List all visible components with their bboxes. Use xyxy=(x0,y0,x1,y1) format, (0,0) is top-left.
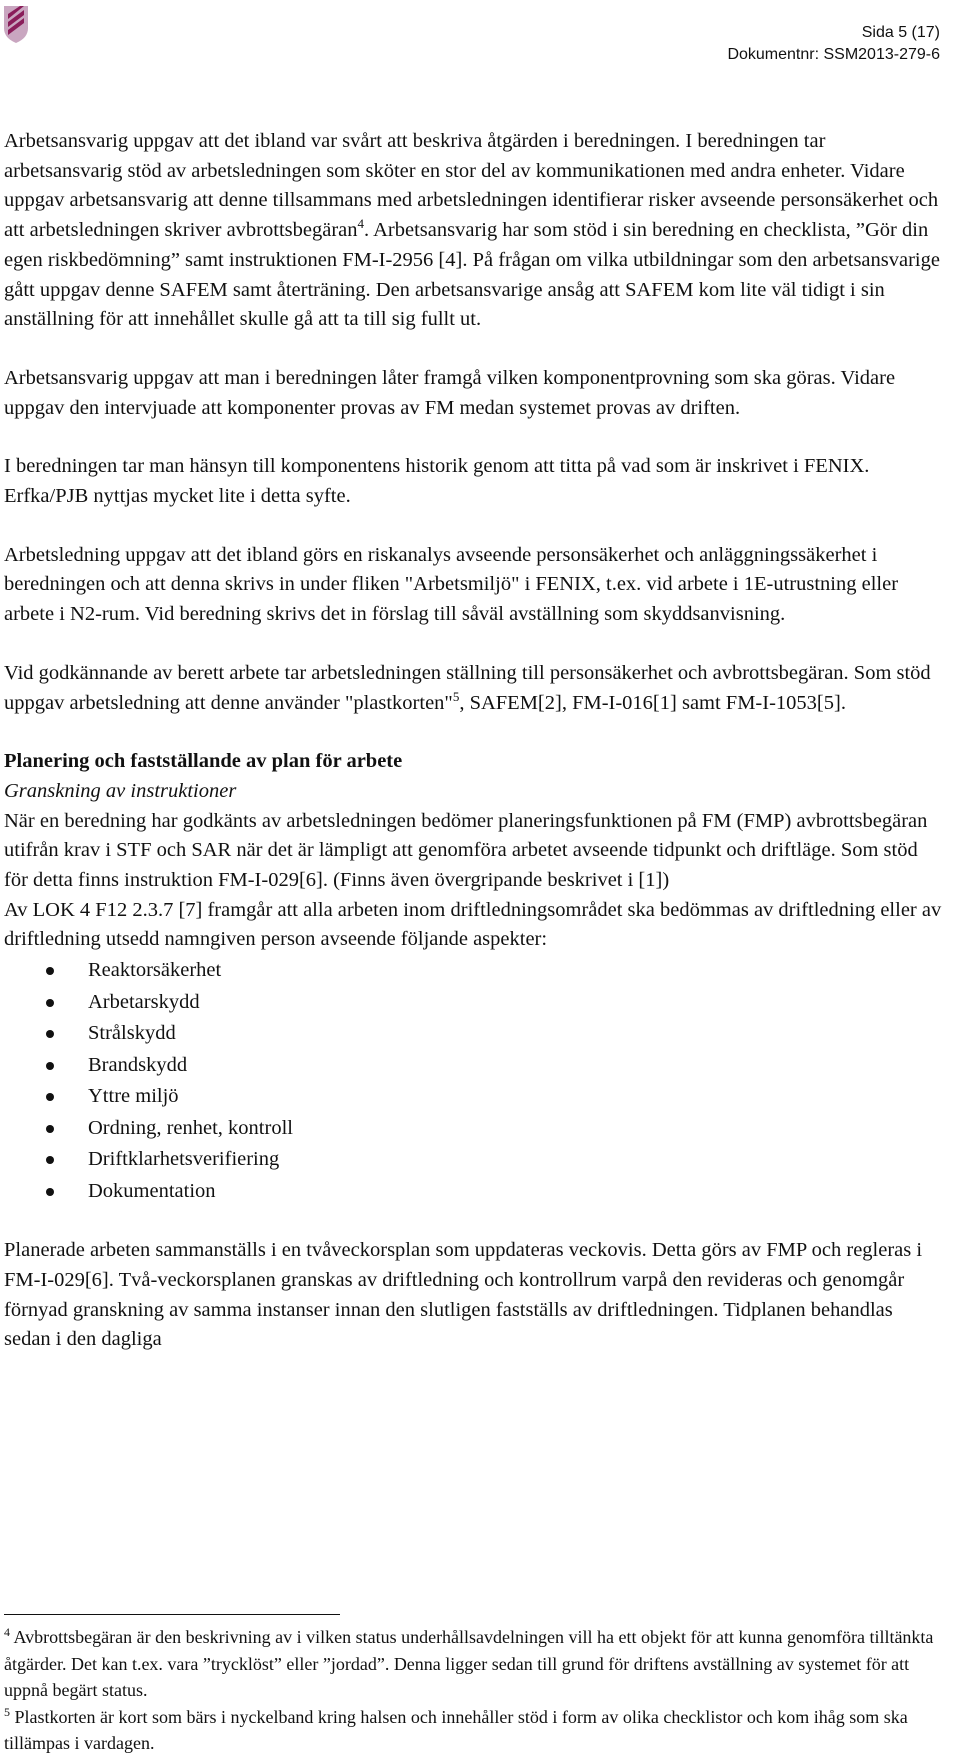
paragraph-6: När en beredning har godkänts av arbetsledningen bedömer planeringsfunktionen på FM (FMP) avbrottsbegäran utifrån krav i STF och SAR när det är lämpligt att genomföra arbetet avseende tidpunkt och driftläge. Som stöd för detta finns instruktion FM-I-029[6]. (Finns även övergripande beskrivet i [1]) xyxy=(4,809,928,892)
bullet-icon xyxy=(46,1062,54,1070)
bullet-icon xyxy=(46,1188,54,1196)
list-item xyxy=(4,1113,944,1145)
section-subheading: Granskning av instruktioner xyxy=(4,779,237,802)
footnote-text: Avbrottsbegäran är den beskrivning av i vilken status underhållsavdelningen vill ha ett objekt för att kunna genomföra tilltänkta åtgärder. Det kan t.ex. vara ”trycklöst” eller ”jordad”. Denna ligger sedan till grund för driftens avställning av systemet för att uppnå begärt status. xyxy=(4,1627,934,1700)
paragraph-5-part-a: Vid godkännande av berett arbete tar arbetsledningen ställning till personsäkerhet och avbrottsbegäran. Som stöd uppgav arbetsledning att denne använder "plastkorten" xyxy=(4,661,931,714)
footnote-ref-5[interactable]: 5 xyxy=(452,688,460,704)
footnote-4 xyxy=(4,1624,944,1704)
list-item-label: Dokumentation xyxy=(88,1179,216,1202)
paragraph-1-part-a: Arbetsansvarig uppgav att det ibland var svårt att beskriva åtgärden i beredningen. I beredningen tar arbetsansvarig stöd av arbetsledningen som sköter en stor del av kommunikationen med andra enheter. Vidare uppgav arbetsansvarig att denne tillsammans med arbetsledningen identifierar risker avseende personsäkerhet och att arbetsledningen skriver avbrottsbegäran xyxy=(4,130,939,242)
list-item-label: Ordning, renhet, kontroll xyxy=(88,1116,293,1139)
document-number: Dokumentnr: SSM2013-279-6 xyxy=(727,46,940,63)
footnote-text: Plastkorten är kort som bärs i nyckelband kring halsen och innehåller stöd i form av olika checklistor och kom ihåg som ska tillämpas i vardagen. xyxy=(4,1706,908,1753)
paragraph-5-part-b: , SAFEM[2], FM-I-016[1] samt FM-I-1053[5]. xyxy=(459,691,846,714)
bullet-icon xyxy=(46,1093,54,1101)
footnote-number: 4 xyxy=(4,1625,10,1639)
list-item xyxy=(4,987,944,1019)
page-body xyxy=(4,127,944,1355)
bullet-icon xyxy=(46,1156,54,1164)
paragraph-1 xyxy=(4,127,944,335)
page-number: Sida 5 (17) xyxy=(861,24,940,41)
paragraph-7: Av LOK 4 F12 2.3.7 [7] framgår att alla arbeten inom driftledningsområdet ska bedömmas av driftledning eller av driftledning utsedd namngiven person avseende följande aspekter: xyxy=(4,898,942,951)
list-item xyxy=(4,1081,944,1113)
list-item-label: Strålskydd xyxy=(88,1022,176,1045)
paragraph-8: Planerade arbeten sammanställs i en tvåveckorsplan som uppdateras veckovis. Detta görs av FMP och regleras i FM-I-029[6]. Två-veckorsplanen granskas av driftledning och kontrollrum varpå den revideras och genomgår förnyad granskning av samma instanser innan den slutligen fastställs av driftledningen. Tidplanen behandlas sedan i den dagliga xyxy=(4,1239,923,1351)
list-item xyxy=(4,1050,944,1082)
page-header xyxy=(727,22,940,66)
list-item-label: Arbetarskydd xyxy=(88,990,200,1013)
paragraph-3: I beredningen tar man hänsyn till komponentens historik genom att titta på vad som är inskrivet i FENIX. Erfka/PJB nyttjas mycket lite i detta syfte. xyxy=(4,455,870,508)
footnote-divider xyxy=(4,1614,340,1615)
ssm-logo-icon xyxy=(2,4,30,44)
section-heading: Planering och fastställande av plan för arbete xyxy=(4,750,403,773)
footnote-5 xyxy=(4,1704,944,1757)
bullet-icon xyxy=(46,1125,54,1133)
aspect-list xyxy=(4,955,944,1207)
footnote-number: 5 xyxy=(4,1704,10,1719)
footnote-ref-4[interactable]: 4 xyxy=(357,216,364,232)
footnotes xyxy=(4,1624,944,1757)
paragraph-1-part-b: . Arbetsansvarig har som stöd i sin beredning en checklista, ”Gör din egen riskbedömning” samt instruktionen FM-I-2956 [4]. På frågan om vilka utbildningar som den arbetsansvarige gått uppgav denne SAFEM samt återträning. Den arbetsansvarige ansåg att SAFEM kom lite väl tidigt i sin anställning för att innehållet skulle gå att ta till sig fullt ut. xyxy=(4,219,940,331)
bullet-icon xyxy=(46,999,54,1007)
list-item-label: Yttre miljö xyxy=(88,1085,179,1108)
bullet-icon xyxy=(46,1030,54,1038)
list-item xyxy=(4,1144,944,1176)
list-item-label: Brandskydd xyxy=(88,1053,188,1076)
list-item xyxy=(4,1176,944,1208)
bullet-icon xyxy=(46,967,54,975)
list-item xyxy=(4,1018,944,1050)
list-item xyxy=(4,955,944,987)
list-item-label: Reaktorsäkerhet xyxy=(88,959,222,982)
paragraph-2: Arbetsansvarig uppgav att man i beredningen låter framgå vilken komponentprovning som ska göras. Vidare uppgav den intervjuade att komponenter provas av FM medan systemet provas av driften. xyxy=(4,366,896,419)
list-item-label: Driftklarhetsverifiering xyxy=(88,1148,280,1171)
paragraph-5 xyxy=(4,659,944,718)
paragraph-4: Arbetsledning uppgav att det ibland görs en riskanalys avseende personsäkerhet och anläggningssäkerhet i beredningen och att denna skrivs in under fliken "Arbetsmiljö" i FENIX, t.ex. vid arbete i 1E-utrustning eller arbete i N2-rum. Vid beredning skrivs det in förslag till såväl avställning som skyddsanvisning. xyxy=(4,543,899,626)
